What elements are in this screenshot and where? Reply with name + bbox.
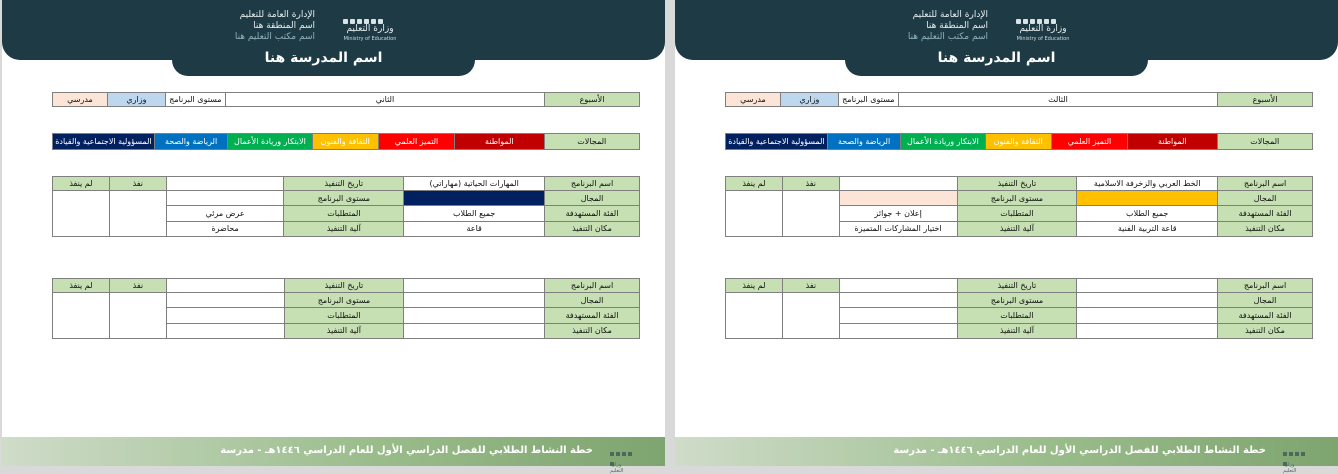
- program-level-value: [166, 293, 284, 308]
- requirements-value: [166, 308, 284, 323]
- program-name-label: اسم البرنامج: [1218, 177, 1313, 191]
- header-line-1: الإدارة العامة للتعليم: [912, 10, 988, 20]
- program-level-label: مستوى البرنامج: [838, 93, 898, 107]
- page-footer: [675, 437, 1338, 474]
- domain-value: [1077, 293, 1218, 308]
- exec-date-label: تاريخ التنفيذ: [957, 177, 1077, 191]
- executed-label: نفذ: [782, 279, 839, 293]
- not-executed-box: [53, 293, 110, 339]
- week-value: الثاني: [225, 93, 544, 107]
- exec-date-value: [166, 177, 284, 191]
- venue-value: قاعة: [404, 221, 545, 236]
- ministry-logo: [1015, 10, 1071, 46]
- program-level-label: مستوى البرنامج: [284, 191, 404, 206]
- exec-date-label: تاريخ التنفيذ: [957, 279, 1077, 293]
- mechanism-value: محاضرة: [166, 221, 284, 236]
- domain-sports: الرياضة والصحة: [827, 134, 900, 150]
- domain-innovation: الابتكار وريادة الأعمال: [228, 134, 312, 150]
- program-level-value: [166, 191, 284, 206]
- logo-name: وزارة التعليم: [1019, 24, 1067, 34]
- domain-citizenship: المواطنة: [1128, 134, 1217, 150]
- domain-value: [404, 191, 545, 206]
- week-table: [725, 92, 1313, 107]
- target-group-value: [1077, 308, 1218, 323]
- program-level-value: [839, 191, 957, 206]
- footer-text: خطة النشاط الطلابي للفصل الدراسي الأول للعام الدراسي ١٤٤٦هـ - مدرسة: [893, 445, 1266, 456]
- venue-label: مكان التنفيذ: [545, 221, 640, 236]
- executed-label: نفذ: [782, 177, 839, 191]
- program-table-2: [725, 278, 1313, 339]
- exec-date-value: [839, 279, 957, 293]
- ministerial-level: وزاري: [780, 93, 838, 107]
- requirements-value: عرض مرئي: [166, 206, 284, 221]
- domain-sports: الرياضة والصحة: [154, 134, 227, 150]
- mechanism-value: [166, 323, 284, 338]
- domain-value: [404, 293, 545, 308]
- executed-box: [109, 191, 166, 237]
- requirements-label: المتطلبات: [284, 206, 404, 221]
- venue-value: قاعة التربية الفنية: [1077, 221, 1218, 236]
- domain-culture: الثقافة والفنون: [312, 134, 378, 150]
- requirements-value: [839, 308, 957, 323]
- header-line-2: اسم المنطقة هنا: [926, 21, 988, 31]
- requirements-label: المتطلبات: [284, 308, 404, 323]
- program-name-label: اسم البرنامج: [545, 177, 640, 191]
- target-group-label: الفئة المستهدفة: [1218, 206, 1313, 221]
- executed-label: نفذ: [109, 177, 166, 191]
- week-table: [52, 92, 640, 107]
- logo-name: وزارة التعليم: [346, 24, 394, 34]
- domains-table: [52, 133, 640, 150]
- not-executed-label: لم ينفذ: [726, 177, 783, 191]
- not-executed-label: لم ينفذ: [53, 279, 110, 293]
- domain-value: [1077, 191, 1218, 206]
- program-level-label: مستوى البرنامج: [957, 293, 1077, 308]
- mechanism-label: آلية التنفيذ: [957, 221, 1077, 236]
- program-level-label: مستوى البرنامج: [957, 191, 1077, 206]
- header-text: [165, 10, 315, 43]
- target-group-value: جميع الطلاب: [1077, 206, 1218, 221]
- domains-label: المجالات: [544, 134, 639, 150]
- domains-table: [725, 133, 1313, 150]
- ministerial-level: وزاري: [107, 93, 165, 107]
- header-line-3: اسم مكتب التعليم هنا: [234, 32, 315, 42]
- school-level: مدرسي: [53, 93, 108, 107]
- venue-value: [1077, 323, 1218, 338]
- plan-page-week-2: [2, 0, 665, 474]
- not-executed-box: [53, 191, 110, 237]
- venue-value: [404, 323, 545, 338]
- target-group-value: [404, 308, 545, 323]
- domain-label: المجال: [1218, 191, 1313, 206]
- header-line-3: اسم مكتب التعليم هنا: [907, 32, 988, 42]
- mechanism-value: [839, 323, 957, 338]
- venue-label: مكان التنفيذ: [545, 323, 640, 338]
- week-label: الأسبوع: [545, 93, 640, 107]
- not-executed-box: [726, 293, 783, 339]
- footer-logo: [609, 442, 645, 474]
- venue-label: مكان التنفيذ: [1218, 323, 1313, 338]
- exec-date-label: تاريخ التنفيذ: [284, 177, 404, 191]
- week-value: الثالث: [898, 93, 1217, 107]
- requirements-label: المتطلبات: [957, 206, 1077, 221]
- target-group-label: الفئة المستهدفة: [1218, 308, 1313, 323]
- target-group-value: جميع الطلاب: [404, 206, 545, 221]
- program-level-label: مستوى البرنامج: [284, 293, 404, 308]
- week-label: الأسبوع: [1218, 93, 1313, 107]
- domain-label: المجال: [545, 293, 640, 308]
- executed-box: [109, 293, 166, 339]
- domain-label: المجال: [545, 191, 640, 206]
- domain-science: التميز العلمي: [378, 134, 454, 150]
- program-name-label: اسم البرنامج: [545, 279, 640, 293]
- not-executed-box: [726, 191, 783, 237]
- program-name-value: الخط العربي والزخرفة الاسلامية: [1077, 177, 1218, 191]
- ministry-logo: [342, 10, 398, 46]
- program-name-value: المهارات الحياتية (مهاراتي): [404, 177, 545, 191]
- domain-culture: الثقافة والفنون: [985, 134, 1051, 150]
- footer-logo: [1282, 442, 1318, 474]
- target-group-label: الفئة المستهدفة: [545, 308, 640, 323]
- domain-social: المسؤولية الاجتماعية والقيادة: [726, 134, 828, 150]
- program-table-1: [52, 176, 640, 237]
- not-executed-label: لم ينفذ: [53, 177, 110, 191]
- school-name: اسم المدرسة هنا: [845, 44, 1148, 76]
- mechanism-value: اختيار المشاركات المتميزة: [839, 221, 957, 236]
- program-table-2: [52, 278, 640, 339]
- domains-label: المجالات: [1217, 134, 1312, 150]
- footer-logo-text: وزارة التعليم: [1283, 462, 1297, 474]
- executed-label: نفذ: [109, 279, 166, 293]
- domain-science: التميز العلمي: [1051, 134, 1127, 150]
- footer-logo-text: وزارة التعليم: [610, 462, 624, 474]
- footer-text: خطة النشاط الطلابي للفصل الدراسي الأول للعام الدراسي ١٤٤٦هـ - مدرسة: [220, 445, 593, 456]
- plan-page-week-3: [675, 0, 1338, 474]
- program-name-value: [1077, 279, 1218, 293]
- school-level: مدرسي: [726, 93, 781, 107]
- program-name-label: اسم البرنامج: [1218, 279, 1313, 293]
- logo-sub: Ministry of Education: [1016, 36, 1070, 42]
- program-level-label: مستوى البرنامج: [165, 93, 225, 107]
- program-level-value: [839, 293, 957, 308]
- school-name: اسم المدرسة هنا: [172, 44, 475, 76]
- venue-label: مكان التنفيذ: [1218, 221, 1313, 236]
- exec-date-value: [166, 279, 284, 293]
- header-line-1: الإدارة العامة للتعليم: [239, 10, 315, 20]
- program-name-value: [404, 279, 545, 293]
- executed-box: [782, 293, 839, 339]
- domain-label: المجال: [1218, 293, 1313, 308]
- header-line-2: اسم المنطقة هنا: [253, 21, 315, 31]
- mechanism-label: آلية التنفيذ: [957, 323, 1077, 338]
- program-table-1: [725, 176, 1313, 237]
- mechanism-label: آلية التنفيذ: [284, 221, 404, 236]
- domain-innovation: الابتكار وريادة الأعمال: [901, 134, 985, 150]
- domain-citizenship: المواطنة: [455, 134, 544, 150]
- mechanism-label: آلية التنفيذ: [284, 323, 404, 338]
- logo-sub: Ministry of Education: [343, 36, 397, 42]
- domain-social: المسؤولية الاجتماعية والقيادة: [53, 134, 155, 150]
- target-group-label: الفئة المستهدفة: [545, 206, 640, 221]
- not-executed-label: لم ينفذ: [726, 279, 783, 293]
- exec-date-value: [839, 177, 957, 191]
- page-footer: [2, 437, 665, 474]
- requirements-value: إعلان + جوائز: [839, 206, 957, 221]
- requirements-label: المتطلبات: [957, 308, 1077, 323]
- exec-date-label: تاريخ التنفيذ: [284, 279, 404, 293]
- executed-box: [782, 191, 839, 237]
- header-text: [838, 10, 988, 43]
